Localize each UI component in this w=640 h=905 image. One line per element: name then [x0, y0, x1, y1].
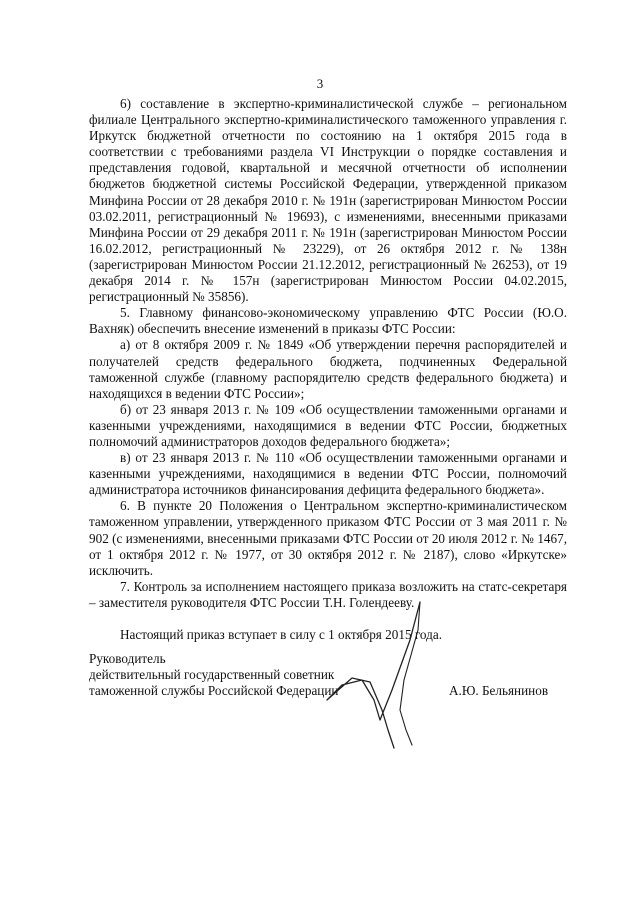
- handwritten-signature: [322, 600, 452, 750]
- signer-position-line2: действительный государственный советник: [89, 667, 335, 683]
- page-number: 3: [316, 76, 324, 91]
- paragraph-5v: в) от 23 января 2013 г. № 110 «Об осуществлении таможенными органами и казенными учреждениями, находящимися в ведении ФТС России, полномочий администратора источников финансирования дефицита федерального бюджета».: [89, 450, 567, 498]
- paragraph-5b: б) от 23 января 2013 г. № 109 «Об осуществлении таможенными органами и казенными учреждениями, находящимися в ведении ФТС России, бюджетных полномочий администраторов доходов федерального бюджета»;: [89, 401, 567, 449]
- signer-name: А.Ю. Бельянинов: [449, 683, 549, 698]
- paragraph-5: 5. Главному финансово-экономическому управлению ФТС России (Ю.О. Вахняк) обеспечить внесение изменений в приказы ФТС России:: [89, 305, 567, 337]
- paragraph-7: 7. Контроль за исполнением настоящего приказа возложить на статс-секретаря – заместителя руководителя ФТС России Т.Н. Голендееву.: [89, 578, 567, 610]
- paragraph-5a: а) от 8 октября 2009 г. № 1849 «Об утверждении перечня распорядителей и получателей средств федерального бюджета, подчиненных Федеральной таможенной службе (главному распорядителю средств федерального бюджета) и находящихся в ведении ФТС России»;: [89, 337, 567, 401]
- effective-date-paragraph: Настоящий приказ вступает в силу с 1 октября 2015 года.: [120, 627, 442, 642]
- signer-position-line1: Руководитель: [89, 651, 166, 666]
- paragraph-6: 6. В пункте 20 Положения о Центральном экспертно-криминалистическом таможенном управлении, утвержденного приказом ФТС России от 3 мая 2011 г. № 902 (с изменениями, внесенными приказами ФТС России от 20 июля 2012 г. № 1467, от 1 октября 2012 г. № 1977, от 30 октября 2012 г. № 2187), слово «Иркутске» исключить.: [89, 498, 567, 578]
- signer-position-line3: таможенной службы Российской Федерации: [89, 683, 339, 699]
- paragraph-item-6: 6) составление в экспертно-криминалистической службе – региональном филиале Центрального экспертно-криминалистического таможенного управления г. Иркутск бюджетной отчетности по состоянию на 1 октября 2015 года в соответствии с требованиями раздела VI Инструкции о порядке составления и представления годовой, квартальной и месячной отчетности об исполнении бюджетов бюджетной системы Российской Федерации, утвержденной приказом Минфина России от 28 декабря 2010 г. № 191н (зарегистрирован Минюстом России 03.02.2011, регистрационный № 19693), с изменениями, внесенными приказами Минфина России от 29 декабря 2011 г. № 191н (зарегистрирован Минюстом России 16.02.2012, регистрационный № 23229), от 26 октября 2012 г. № 138н (зарегистрирован Минюстом России 21.12.2012, регистрационный № 26253), от 19 декабря 2014 г. № 157н (зарегистрирован Минюстом России 04.02.2015, регистрационный № 35856).: [89, 96, 567, 305]
- document-body: [89, 96, 567, 643]
